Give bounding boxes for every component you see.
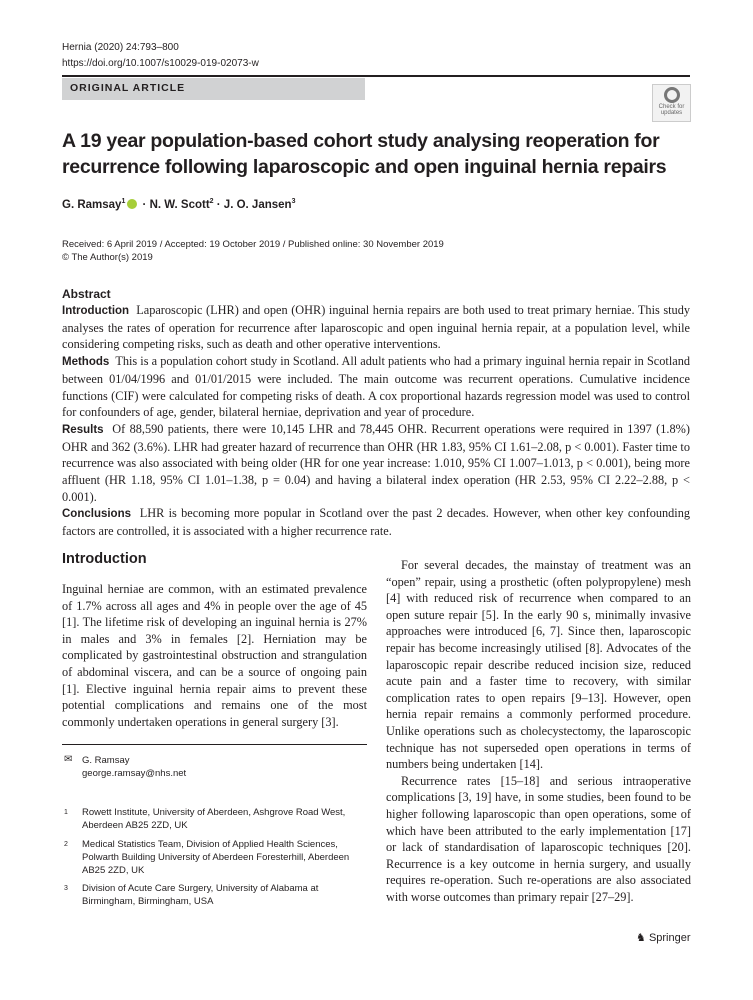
dates-text: Received: 6 April 2019 / Accepted: 19 October 2019 / Published online: 30 November 2019	[62, 239, 444, 250]
affiliation-text: Medical Statistics Team, Division of Applied Health Sciences, Polwarth Building University of Aberdeen Foresterhill, Aberdeen AB25 2ZD, UK	[82, 839, 350, 876]
envelope-icon: ✉	[64, 754, 73, 765]
publisher-name: Springer	[648, 932, 691, 944]
abstract-introduction	[62, 302, 690, 353]
section-text: Laparoscopic (LHR) and open (OHR) inguinal hernia repairs are both used to treat primary herniae. This study analyses the rates of operation for recurrence after laparoscopic and open inguinal hernia repair, at a population level, while considering competing risks, such as death and other operative interventions.	[62, 303, 690, 352]
affiliation-text: Rowett Institute, University of Aberdeen, Ashgrove Road West, Aberdeen AB25 2ZD, UK	[82, 807, 346, 831]
section-text: LHR is becoming more popular in Scotland over the past 2 decades. However, when other key confounding factors are controlled, it is associated with a higher recurrence rate.	[62, 506, 690, 539]
section-text: This is a population cohort study in Scotland. All adult patients who had a primary inguinal hernia repair in Scotland between 01/04/1996 and 01/01/2015 were included. The main outcome was recurrent operations. Cumulative incidence functions (CIF) were calculated for competing risks of death. A cox proportional hazards regression model was used to control for confounders of age, gender, bilateral herniae, deprivation and year of procedure.	[62, 354, 690, 420]
author[interactable]: N. W. Scott	[149, 198, 210, 211]
affiliation-mark: 2	[209, 198, 214, 205]
check-updates-text: Check for	[658, 104, 685, 110]
body-paragraph: Inguinal herniae are common, with an estimated prevalence of 1.7% across all ages and 4% in people over the age of 45 [1]. The lifetime risk of developing an inguinal hernia is 27% in males and 3% in females [2]. Herniation may be complicated by gastrointestinal obstruction and strangulation of abdominal viscera, and can be a source of ongoing pain [1]. Elective inguinal hernia repair aims to prevent these potential complications and remains one of the most commonly undertaken operations in general surgery [3].	[62, 582, 367, 729]
author-list: G. Ramsay$^1$ · N. W. Scott$^2$ · J. O. Jansen$^3$	[62, 198, 296, 211]
contact-email[interactable]: george.ramsay@nhs.net	[82, 768, 187, 779]
article-type: ORIGINAL ARTICLE	[70, 82, 186, 94]
affiliation-mark: 1	[121, 198, 126, 205]
article-title: A 19 year population-based cohort study analysing reoperation for recurrence following laparoscopic and open inguinal hernia repairs	[62, 130, 667, 178]
abstract-heading: Abstract	[62, 287, 111, 301]
section-heading: Introduction	[62, 551, 147, 567]
abstract-results	[62, 421, 690, 506]
affiliation-text: Division of Acute Care Surgery, University of Alabama at Birmingham, Birmingham, USA	[82, 883, 319, 907]
journal-reference: Hernia (2020) 24:793–800	[62, 42, 179, 53]
doi-link[interactable]: https://doi.org/10.1007/s10029-019-02073-w	[62, 58, 259, 69]
orcid-icon[interactable]	[127, 199, 137, 209]
copyright: © The Author(s) 2019	[62, 252, 153, 263]
author[interactable]: J. O. Jansen	[223, 198, 292, 211]
abstract-conclusions	[62, 505, 690, 539]
article-type-banner	[62, 78, 365, 100]
affiliation-number: 3	[64, 885, 68, 892]
affiliation	[62, 838, 367, 877]
left-column	[62, 549, 367, 730]
body-paragraph: For several decades, the mainstay of treatment was an “open” repair, using a prosthetic (often polypropylene) mesh [4] with reduced risk of recurrence when compared to an open suture repair [5]. In the early 90 s, minimally invasive approaches were introduced [6, 7]. Since then, laparoscopic repair has become increasingly utilised [8]. Advocates of the laparoscopic repair describe reduced incision size, reduced acute pain and a faster time to recovery, with similar complication rates to open repairs [9–13]. However, open hernia repair remains a commonly performed procedure. Unlike operations such as cholecystectomy, the laparoscopic technique has not superseded open operations in terms of numbers being undertaken [14].	[386, 558, 691, 772]
bookmark-icon	[664, 87, 680, 103]
section-label: Methods	[62, 356, 110, 369]
affiliation-number: 2	[64, 841, 68, 848]
springer-horse-icon: ♞	[636, 932, 646, 944]
affiliation-mark: 3	[291, 198, 296, 205]
body-paragraph: Recurrence rates [15–18] and serious intraoperative complications [3, 19] have, in some studies, been found to be higher following laparoscopic than open operations, some of which have been attributed to the early implementation [17] or lack of standardisation of laparoscopic techniques [20]. Recurrence is a key outcome in hernia surgery, and usually requires re-operation. Such re-operations are also associated with worse outcomes than primary repair [27–29].	[386, 773, 691, 904]
check-updates-text-2: updates	[660, 110, 683, 116]
affiliation	[62, 882, 367, 908]
contact-name: G. Ramsay	[82, 755, 130, 766]
corresponding-author	[62, 754, 367, 780]
journal-header	[62, 40, 259, 72]
header-rule	[62, 75, 690, 77]
affiliation	[62, 806, 367, 832]
right-column	[386, 557, 691, 905]
section-text: Of 88,590 patients, there were 10,145 LHR and 78,445 OHR. Recurrent operations were required in 1397 (1.8%) OHR and 362 (3.6%). LHR had greater hazard of recurrence than OHR (HR 1.83, 95% CI 1.61–2.08, p < 0.001). Faster time to recurrence was also associated with being older (HR for one year increase: 1.010, 95% CI 1.007–1.013, p < 0.001), being more affluent (HR 1.18, 95% CI 1.01–1.38, p = 0.04) and having a bilateral index operation (HR 2.53, 95% CI 2.22–2.88, p < 0.001).	[62, 421, 690, 504]
affiliation-number: 1	[64, 809, 68, 816]
publisher-logo	[636, 931, 691, 944]
section-label: Conclusions	[62, 508, 132, 521]
abstract	[62, 286, 690, 540]
author[interactable]: G. Ramsay	[62, 198, 122, 211]
abstract-methods	[62, 353, 690, 421]
check-for-updates-badge[interactable]	[652, 84, 691, 122]
publication-dates	[62, 238, 444, 264]
section-label: Results	[62, 423, 104, 436]
section-label: Introduction	[62, 305, 130, 317]
footnote-rule	[62, 744, 367, 745]
